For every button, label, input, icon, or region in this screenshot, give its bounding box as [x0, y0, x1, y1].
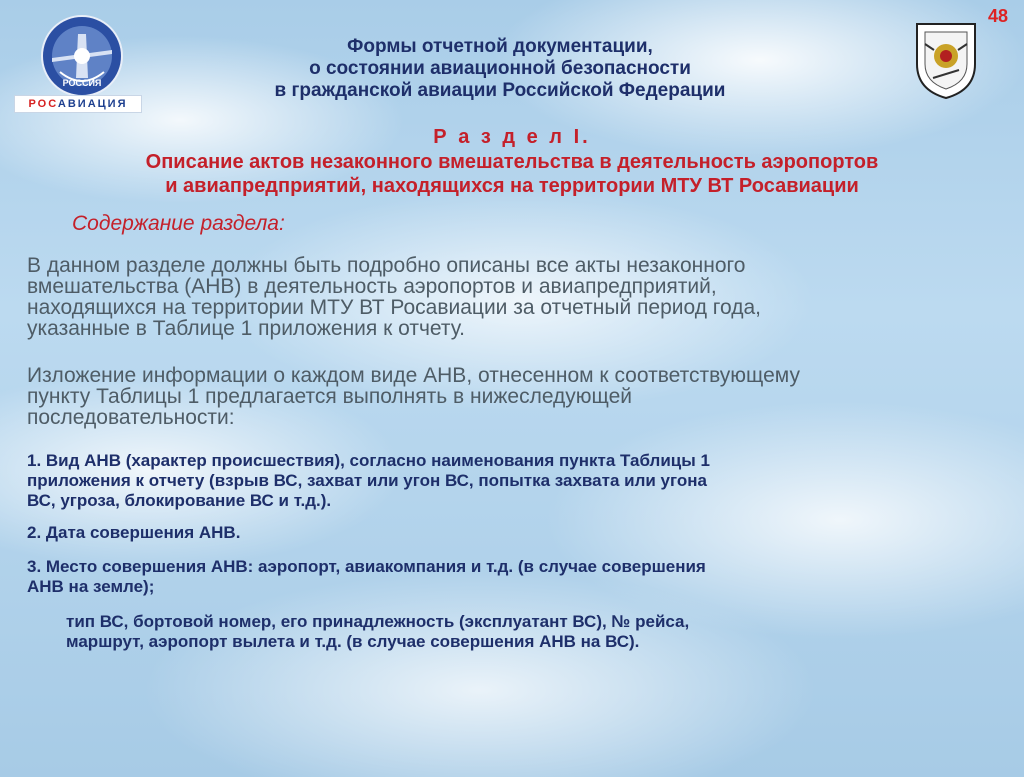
- rosaviatsia-emblem-icon: [40, 14, 124, 98]
- paragraph-line: В данном разделе должны быть подробно описаны все акты незаконного: [27, 254, 746, 277]
- list-item-line: ВС, угроза, блокирование ВС и т.д.).: [27, 491, 332, 510]
- section-title: [30, 150, 994, 198]
- paragraph-description: [27, 255, 995, 339]
- list-item-line: маршрут, аэропорт вылета и т.д. (в случае совершения АНВ на ВС).: [66, 632, 640, 651]
- title-line-3: в гражданской авиации Российской Федерации: [274, 80, 726, 101]
- logo-caption-red: РОС: [28, 98, 58, 110]
- paragraph-line: пункту Таблицы 1 предлагается выполнять в нижеследующей: [27, 385, 633, 408]
- list-item-line: АНВ на земле);: [27, 577, 155, 596]
- logo-caption-rest: АВИАЦИЯ: [57, 98, 128, 110]
- paragraph-line: Изложение информации о каждом виде АНВ, отнесенном к соответствующему: [27, 364, 800, 387]
- page-number: 48: [988, 6, 1009, 26]
- list-item-date: 2. Дата совершения АНВ.: [27, 523, 241, 542]
- section-title-line-1: Описание актов незаконного вмешательства в деятельность аэропортов: [145, 151, 879, 173]
- aviation-security-shield-icon: [913, 20, 979, 100]
- list-item-line: тип ВС, бортовой номер, его принадлежность (эксплуатант ВС), № рейса,: [66, 612, 690, 631]
- paragraph-line: указанные в Таблице 1 приложения к отчету.: [27, 317, 465, 340]
- list-item-line: приложения к отчету (взрыв ВС, захват или угон ВС, попытка захвата или угона: [27, 471, 707, 490]
- title-line-2: о состоянии авиационной безопасности: [309, 58, 691, 79]
- list-item-line: 1. Вид АНВ (характер происшествия), согласно наименования пункта Таблицы 1: [27, 451, 710, 470]
- logo-arc-text: РОССИЯ: [62, 78, 102, 88]
- paragraph-line: последовательности:: [27, 406, 235, 429]
- paragraph-line: находящихся на территории МТУ ВТ Росавиации за отчетный период года,: [27, 296, 761, 319]
- section-title-line-2: и авиапредприятий, находящихся на территории МТУ ВТ Росавиации: [165, 175, 859, 197]
- list-item-place: [27, 557, 987, 597]
- section-label: Р а з д е л I.: [433, 126, 591, 148]
- title-line-1: Формы отчетной документации,: [347, 36, 653, 57]
- list-item-type: [27, 451, 987, 511]
- logo-caption: [14, 95, 142, 113]
- list-item-line: 3. Место совершения АНВ: аэропорт, авиакомпания и т.д. (в случае совершения: [27, 557, 706, 576]
- paragraph-instructions: [27, 365, 995, 428]
- content-heading: Содержание раздела:: [72, 212, 285, 235]
- paragraph-line: вмешательства (АНВ) в деятельность аэропортов и авиапредприятий,: [27, 275, 717, 298]
- document-title: [180, 36, 820, 102]
- list-item-aircraft: [66, 612, 987, 652]
